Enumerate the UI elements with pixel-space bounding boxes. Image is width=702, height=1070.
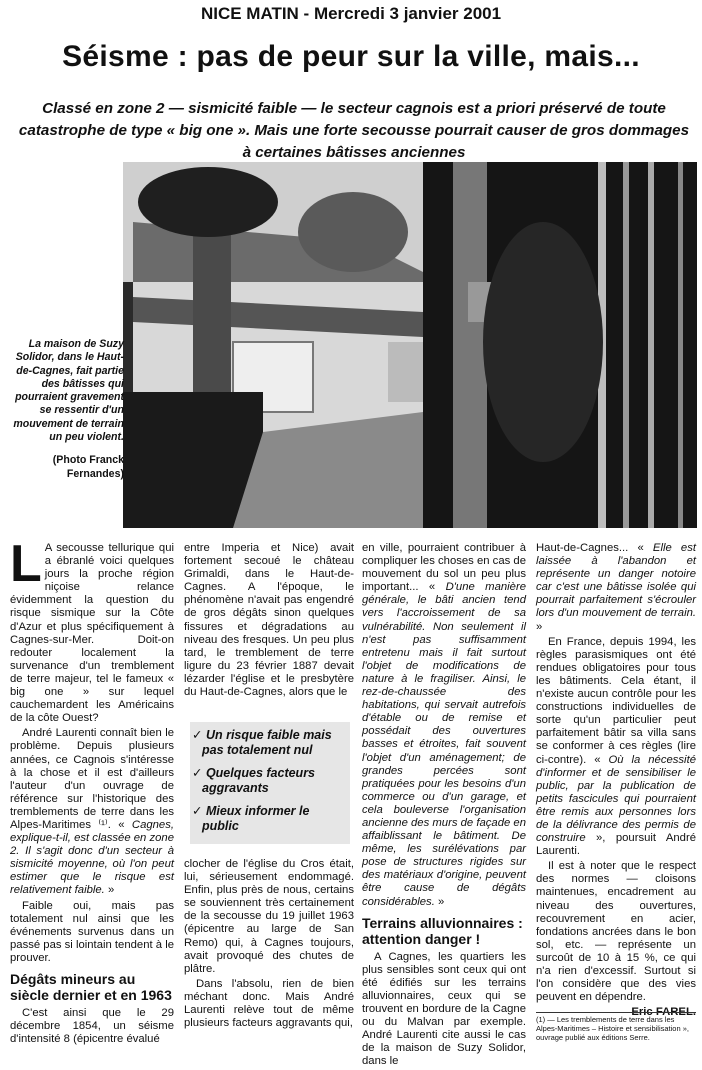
col2-paragraph-3: Dans l'absolu, rien de bien méchant donc. Mais André Laurenti relève tout de même plusieurs facteurs aggravants qui, — [184, 977, 354, 1030]
col4-p2-quote: Où la nécessité d'informer et de sensibiliser le public, par la publication de petits fascicules qui pourraient être remis aux personnes lors de la délivrance des permis de construire — [536, 753, 696, 845]
col3-paragraph-1 — [362, 542, 526, 909]
article-column-2-lower — [184, 858, 354, 1032]
col4-p1-quote: Elle est laissée à l'abandon et représente un danger notoire car c'est une bâtisse isolée qui pourrait parfaitement s'écrouler lors d'un mouvement de terrain. — [536, 542, 696, 620]
col4-paragraph-3: Il est à noter que le respect des normes — cloisons maintenues, encadrement au niveau des ouvertures, recouvrement en acier, fondations ancrées dans le bon sol, etc. — représente un surcoût de 10 à 15 %, ce qui n'a rien d'excessif. Surtout si l'on considère que des vies peuvent en dépendre. — [536, 860, 696, 1004]
drop-cap: L — [10, 535, 42, 593]
col1-paragraph-3: Faible oui, mais pas totalement nul ainsi que les événements survenus dans un passé pas si lointain tendent à le prouver. — [10, 899, 174, 964]
col1-p2-lead: André Laurenti connaît bien le problème. Depuis plusieurs années, ce Cagnois s'intéresse à la chose et il est d'ailleurs l'auteur d'un ouvrage de référence sur l'historique des tremblements de terre dans les Alpes-Maritimes ⁽¹⁾. « — [10, 727, 174, 831]
col4-p1-end: » — [536, 620, 543, 633]
key-point-2: ✓ Quelques facteurs aggravants — [192, 766, 316, 795]
footnote: (1) — Les tremblements de terre dans les Alpes-Maritimes – Histoire et sensibilisation », ouvrage publié aux éditions Serre. — [536, 1012, 696, 1043]
key-points-box — [190, 722, 350, 844]
col3-p1-quote: D'une manière générale, le bâti ancien tend vers l'accroissement de sa vulnérabilité. Non seulement il n'est pas suffisamment entretenu mais il fait surtout l'objet de modifications de nature à le fragiliser. Ainsi, le rez-de-chaussée des habitations, qui servait autrefois d'étable ou de remise et possédait des ouvertures basses et étroites, fait souvent l'objet d'un aménagement; de grandes percées sont pratiquées pour les besoins d'un commerce ou d'un garage, et cela bouleverse l'organisation ancienne des murs de façade en affaiblissant le bâtiment. De même, les surélévations par pose de structures rigides sur des matériaux d'origine, peuvent être cause de dégâts considérables. — [362, 581, 526, 908]
house-photo-illustration — [123, 162, 697, 528]
article-column-3 — [362, 542, 526, 1070]
key-point-1: ✓ Un risque faible mais pas totalement nul — [192, 728, 332, 757]
subhead-degats: Dégâts mineurs au siècle dernier et en 1963 — [10, 971, 172, 1003]
col1-paragraph-1 — [10, 535, 174, 725]
photo-caption — [8, 338, 124, 481]
article-column-4 — [536, 542, 696, 1019]
col4-paragraph-2 — [536, 636, 696, 859]
col1-p2-end: » — [104, 884, 115, 897]
col1-paragraph-4: C'est ainsi que le 29 décembre 1854, un séisme d'intensité 8 (épicentre évalué — [10, 1007, 174, 1046]
article-standfirst: Classé en zone 2 — sismicité faible — le secteur cagnois est a priori préservé de toute catastrophe de type « big one ». Mais une forte secousse pourrait causer de gros dommages à certaines bâtisses anciennes — [18, 100, 690, 161]
col2-paragraph-2: clocher de l'église du Cros était, lui, sérieusement endommagé. Enfin, plus près de nous, certains se souviennent très certainement de la secousse du 19 juillet 1963 (épicentre au large de San Remo) qui, à Cagnes toujours, avait provoqué des chutes de plâtre. — [184, 858, 354, 975]
col4-p2-end: », poursuit André Laurenti. — [536, 832, 696, 858]
subhead-terrains: Terrains alluvionnaires : attention danger ! — [362, 914, 523, 947]
author-signature: Eric FAREL. — [631, 1006, 696, 1019]
col3-paragraph-2: A Cagnes, les quartiers les plus sensibles sont ceux qui ont été édifiés sur les terrains alluvionnaires, ceux qui se trouvent en bordure de la Cagne ou du Malvan par exemple. André Laurenti cite aussi le cas de la maison de Suzy Solidor, dans le — [362, 950, 526, 1068]
house-photo — [123, 162, 697, 528]
photo-credit: (Photo Franck Fernandes) — [52, 454, 124, 480]
col4-paragraph-1 — [536, 542, 696, 634]
photo-caption-text: La maison de Suzy Solidor, dans le Haut-de-Cagnes, fait partie des bâtisses qui pourraient gravement se ressentir d'un mouvement de terrain un peu violent. — [13, 338, 124, 444]
col3-p1-lead: en ville, pourraient contribuer à compliquer les choses en cas de mouvement du sol un peu plus important... « — [362, 542, 526, 594]
col4-p2-lead: En France, depuis 1994, les règles parasismiques ont été rendues obligatoires pour tous les bâtiments. Cela étant, il n'existe aucun contrôle pour les constructions individuelles de sorte qu'un particulier peut parfaitement bâtir sa villa sans se conformer à ces règles (lire ci-contre). « — [536, 635, 696, 766]
col2-paragraph-1: entre Imperia et Nice) avait fortement secoué le château Grimaldi, dans le Haut-de-Cagnes. A l'époque, le phénomène n'avait pas engendré de gros dégâts sinon quelques fissures et dégradations au niveau des fresques. Un peu plus tard, le tremblement de terre ligure du 23 février 1887 devait lézarder l'église et le presbytère du Haut-de-Cagnes, alors que le — [184, 542, 354, 699]
col1-p2-quote: Cagnes, explique-t-il, est classée en zone 2. Il s'agit donc d'un secteur à sismicité moyenne, où l'on peut estimer que le risque est relativement faible. — [10, 818, 174, 897]
col1-paragraph-2 — [10, 727, 174, 897]
article-column-2 — [184, 542, 354, 701]
col3-p1-end: » — [434, 895, 445, 908]
article-column-1 — [10, 535, 174, 1048]
newspaper-source-line: NICE MATIN - Mercredi 3 janvier 2001 — [200, 4, 502, 23]
col1-p1-text: A secousse tellurique qui a ébranlé voici quelques jours la proche région niçoise relance évidemment la question du risque sismique sur la Côte d'Azur et plus spécifiquement à Cagnes-sur-Mer. Doit-on redouter localement la survenance d'un tremblement de terre majeur, tel le fameux « big one » sur lequel cauchemardent les Américains de la côte Ouest? — [10, 542, 174, 725]
article-headline: Séisme : pas de peur sur la ville, mais... — [62, 40, 640, 73]
col4-p1-lead: Haut-de-Cagnes... « — [536, 542, 653, 554]
key-point-3: ✓ Mieux informer le public — [192, 804, 310, 833]
